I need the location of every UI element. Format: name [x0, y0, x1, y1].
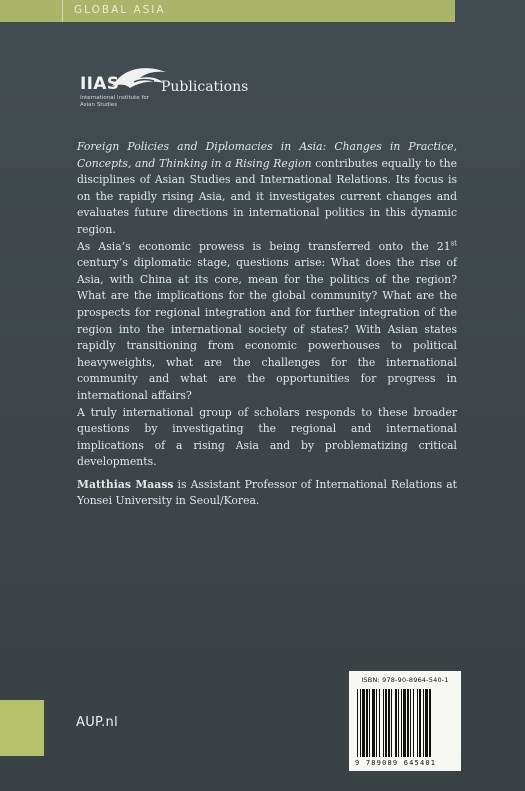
barcode-bar	[357, 689, 358, 757]
barcode-bar	[401, 689, 402, 757]
barcode-bar	[410, 689, 411, 757]
barcode-bar	[398, 689, 399, 757]
barcode-bar	[362, 689, 365, 757]
barcode-icon	[357, 689, 453, 757]
barcode-bar	[403, 689, 406, 757]
barcode-bar	[372, 689, 375, 757]
barcode-bar	[425, 689, 428, 757]
blurb-p2-rest: century’s diplomatic stage, questions arise: What does the rise of Asia, with China at its core, mean for the politics of the region? What are the implications for the global community? What are the prospects for regional integration and for further integration of the region into the international society of states? With Asian states rapidly transitioning from economic powerhouses to political heavyweights, what are the challenges for the international community and what are the opportunities for progress in international affairs?	[77, 256, 457, 402]
blurb-p1-text: contributes equally to the disciplines of Asian Studies and International Relations. Its focus is on the rapidly rising Asia, and it investigates current changes and evaluates future directions in international politics in this dynamic region.	[77, 156, 457, 236]
book-title: Foreign Policies and Diplomacies in Asia: Changes in Practice, Concepts, and Thinking in a Rising Region	[77, 140, 457, 170]
publications-label: Publications	[161, 79, 249, 95]
barcode-bar	[385, 689, 387, 757]
series-label: GLOBAL ASIA	[74, 4, 166, 16]
barcode-digits: 9 789089 645401	[355, 759, 437, 767]
blurb-paragraph-1	[77, 139, 457, 239]
publisher-site: AUP.nl	[76, 715, 119, 730]
barcode-bar	[417, 689, 418, 757]
logo-text: IIAS	[80, 74, 120, 94]
blurb	[77, 139, 457, 510]
superscript-st: st	[450, 238, 457, 247]
author-bio	[77, 477, 457, 510]
isbn-label: ISBN: 978-90-8964-540-1	[361, 676, 449, 684]
series-divider	[62, 0, 63, 22]
barcode-bar	[379, 689, 380, 757]
series-band	[0, 0, 455, 22]
barcode-bar	[388, 689, 390, 757]
barcode-bar	[395, 689, 397, 757]
barcode-bar	[391, 689, 392, 757]
author-name: Matthias Maass	[77, 477, 174, 491]
barcode-bar	[376, 689, 377, 757]
barcode-bar	[419, 689, 421, 757]
barcode-bar	[360, 689, 361, 757]
barcode-bar	[383, 689, 384, 757]
green-tab	[0, 700, 44, 756]
barcode-bar	[429, 689, 431, 757]
blurb-p2-start: As Asia’s economic prowess is being transferred onto the 21	[77, 239, 451, 253]
barcode-bar	[423, 689, 424, 757]
logo-subtitle: International Institute for Asian Studies	[80, 95, 150, 108]
author-bio-text: is Assistant Professor of International Relations at Yonsei University in Seoul/Korea.	[77, 477, 457, 508]
blurb-paragraph-2	[77, 239, 457, 405]
barcode-box	[349, 671, 461, 771]
blurb-paragraph-3: A truly international group of scholars responds to these broader questions by investigating the regional and international implications of a rising Asia and by problematizing critical developments.	[77, 405, 457, 469]
barcode-bar	[413, 689, 414, 757]
barcode-bar	[369, 689, 370, 757]
barcode-bar	[407, 689, 409, 757]
barcode-bar	[366, 689, 368, 757]
